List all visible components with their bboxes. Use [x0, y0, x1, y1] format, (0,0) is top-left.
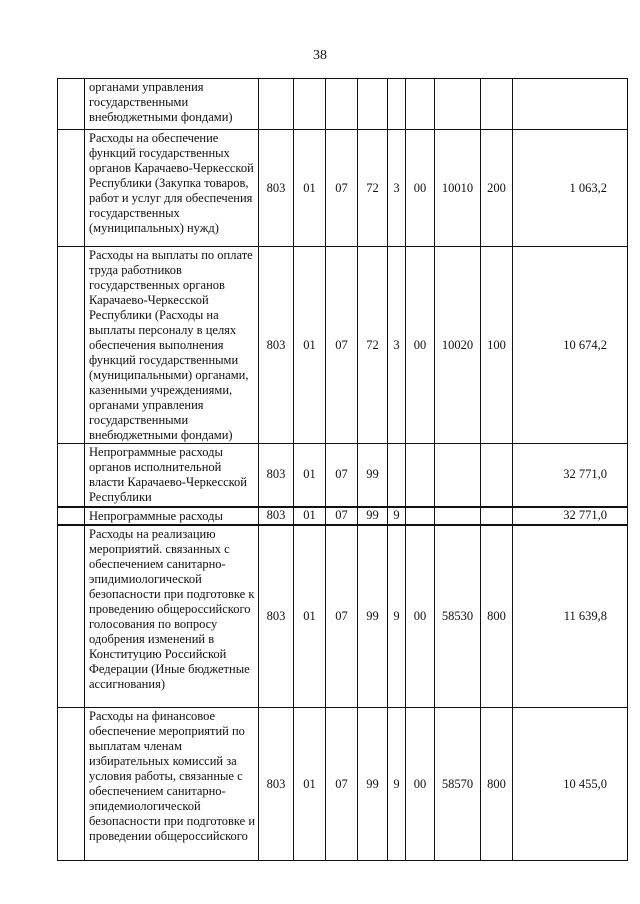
- subsection-code-cell: 07: [326, 525, 358, 708]
- expense-name-cell: Расходы на реализацию мероприятий. связанных с обеспечением санитарно-эпидимиологической безопасности при подготовке к проведению общероссийского голосования по вопросу одобрения изменений в Конституцию Российской Федерации (Иные бюджетные ассигнования): [85, 525, 259, 708]
- expense-type-code-cell: 800: [481, 525, 513, 708]
- expense-type-code-cell: [481, 79, 513, 130]
- table-row: [58, 130, 628, 247]
- direction-code-cell: 10010: [435, 130, 481, 247]
- program-code-cell: 99: [358, 708, 388, 861]
- direction-code-cell: 10020: [435, 247, 481, 444]
- direction-code-cell: 58570: [435, 708, 481, 861]
- subsection-code-cell: 07: [326, 444, 358, 507]
- subsection-code-cell: 07: [326, 130, 358, 247]
- admin-code-cell: 803: [259, 507, 294, 525]
- row-number-cell: [58, 525, 85, 708]
- main-measure-code-cell: [406, 79, 435, 130]
- table-row: [58, 444, 628, 507]
- admin-code-cell: 803: [259, 708, 294, 861]
- subsection-code-cell: 07: [326, 708, 358, 861]
- section-code-cell: 01: [294, 525, 326, 708]
- admin-code-cell: 803: [259, 525, 294, 708]
- amount-cell: 11 639,8: [513, 525, 628, 708]
- expense-type-code-cell: [481, 444, 513, 507]
- table-row: [58, 525, 628, 708]
- section-code-cell: 01: [294, 247, 326, 444]
- row-number-cell: [58, 247, 85, 444]
- program-code-cell: 99: [358, 444, 388, 507]
- amount-cell: 10 674,2: [513, 247, 628, 444]
- expense-type-code-cell: [481, 507, 513, 525]
- expense-name-cell: Непрограммные расходы: [85, 507, 259, 525]
- row-number-cell: [58, 130, 85, 247]
- expense-name-cell: Расходы на финансовое обеспечение мероприятий по выплатам членам избирательных комиссий за условия работы, связанные с обеспечением санитарно-эпидемиологической безопасности при подготовке и проведении общероссийского: [85, 708, 259, 861]
- subsection-code-cell: 07: [326, 507, 358, 525]
- table-row: [58, 247, 628, 444]
- section-code-cell: 01: [294, 507, 326, 525]
- expense-name-cell: Расходы на выплаты по оплате труда работников государственных органов Карачаево-Черкесской Республики (Расходы на выплаты персоналу в целях обеспечения выполнения функций государственными (муниципальными) органами, казенными учреждениями, органами управления государственными внебюджетными фондами): [85, 247, 259, 444]
- direction-code-cell: [435, 79, 481, 130]
- subprogram-code-cell: 9: [388, 708, 406, 861]
- page-number: 38: [313, 48, 327, 63]
- subprogram-code-cell: 3: [388, 247, 406, 444]
- table-row: [58, 79, 628, 130]
- program-code-cell: [358, 79, 388, 130]
- amount-cell: 32 771,0: [513, 507, 628, 525]
- table-row: [58, 708, 628, 861]
- admin-code-cell: 803: [259, 130, 294, 247]
- admin-code-cell: 803: [259, 444, 294, 507]
- expense-type-code-cell: 800: [481, 708, 513, 861]
- row-number-cell: [58, 708, 85, 861]
- subprogram-code-cell: 3: [388, 130, 406, 247]
- section-code-cell: 01: [294, 444, 326, 507]
- subprogram-code-cell: 9: [388, 525, 406, 708]
- amount-cell: [513, 79, 628, 130]
- direction-code-cell: 58530: [435, 525, 481, 708]
- main-measure-code-cell: 00: [406, 708, 435, 861]
- amount-cell: 1 063,2: [513, 130, 628, 247]
- row-number-cell: [58, 79, 85, 130]
- budget-table: [57, 78, 628, 861]
- admin-code-cell: [259, 79, 294, 130]
- expense-name-cell: Непрограммные расходы органов исполнительной власти Карачаево-Черкесской Республики: [85, 444, 259, 507]
- row-number-cell: [58, 444, 85, 507]
- section-code-cell: [294, 79, 326, 130]
- program-code-cell: 99: [358, 507, 388, 525]
- amount-cell: 32 771,0: [513, 444, 628, 507]
- direction-code-cell: [435, 507, 481, 525]
- expense-type-code-cell: 200: [481, 130, 513, 247]
- section-code-cell: 01: [294, 708, 326, 861]
- section-code-cell: 01: [294, 130, 326, 247]
- subprogram-code-cell: 9: [388, 507, 406, 525]
- expense-type-code-cell: 100: [481, 247, 513, 444]
- main-measure-code-cell: [406, 507, 435, 525]
- main-measure-code-cell: 00: [406, 130, 435, 247]
- subsection-code-cell: [326, 79, 358, 130]
- direction-code-cell: [435, 444, 481, 507]
- admin-code-cell: 803: [259, 247, 294, 444]
- program-code-cell: 99: [358, 525, 388, 708]
- subprogram-code-cell: [388, 444, 406, 507]
- expense-name-cell: органами управления государственными внебюджетными фондами): [85, 79, 259, 130]
- program-code-cell: 72: [358, 247, 388, 444]
- table-row: [58, 507, 628, 525]
- main-measure-code-cell: 00: [406, 247, 435, 444]
- main-measure-code-cell: 00: [406, 525, 435, 708]
- main-measure-code-cell: [406, 444, 435, 507]
- program-code-cell: 72: [358, 130, 388, 247]
- subsection-code-cell: 07: [326, 247, 358, 444]
- expense-name-cell: Расходы на обеспечение функций государственных органов Карачаево-Черкесской Республики (Закупка товаров, работ и услуг для обеспечения государственных (муниципальных) нужд): [85, 130, 259, 247]
- amount-cell: 10 455,0: [513, 708, 628, 861]
- row-number-cell: [58, 507, 85, 525]
- subprogram-code-cell: [388, 79, 406, 130]
